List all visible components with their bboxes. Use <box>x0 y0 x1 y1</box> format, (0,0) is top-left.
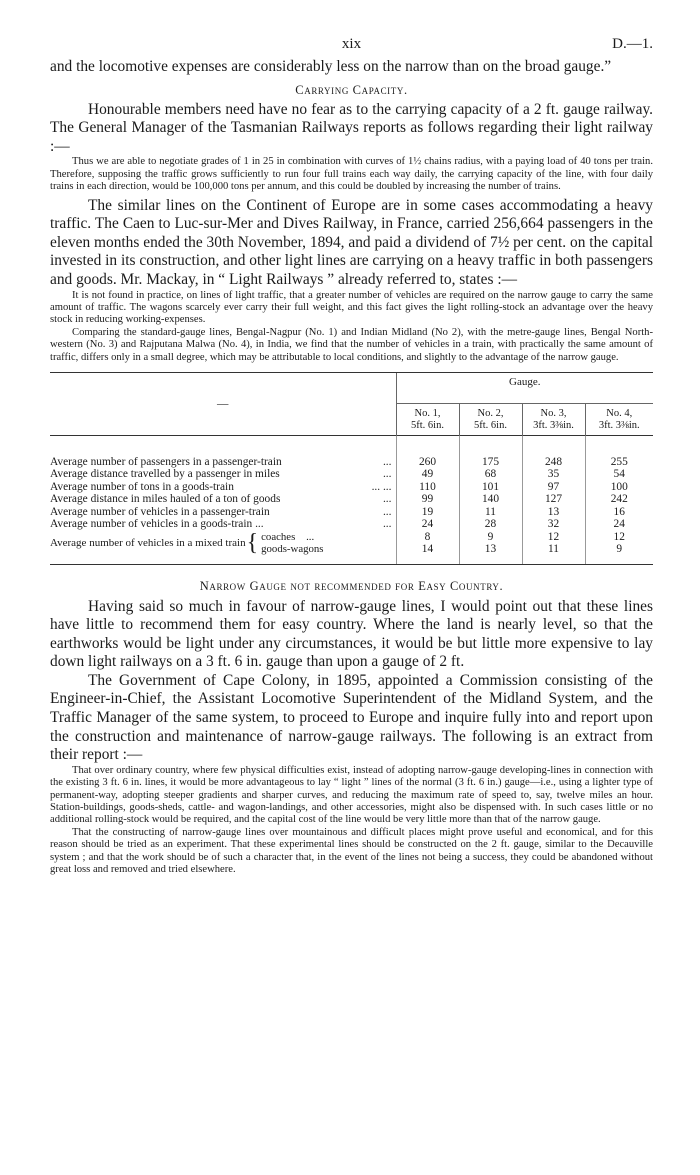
table-row: Average distance in miles hauled of a ton of goods ... 99 140 127 242 <box>50 493 653 506</box>
quote-commission-report-2: That the constructing of narrow-gauge lines over mountainous and difficult places might prove useful and economical, and for this reason should be tried as an experiment. That these experimental lines should be constructed on the 2 ft. gauge, similar to the Decauville system ; and that the work should be of such a character that, in the event of the lines not being a success, they could be abandoned without great loss and removed and tried elsewhere. <box>50 826 653 876</box>
document-code: D.—1. <box>612 36 653 52</box>
gauge-comparison-table <box>50 372 653 565</box>
intro-paragraph: and the locomotive expenses are considerably less on the narrow than on the broad gauge.” <box>50 58 612 75</box>
column-header: No. 1, 5ft. 6in. <box>396 403 459 435</box>
quote-commission-report-1: That over ordinary country, where few physical difficulties exist, instead of adopting narrow-gauge developing-lines in connection with the existing 3 ft. 6 in. lines, it would be more advantageous to lay “ light ” lines of the normal (3 ft. 6 in.) gauge—i.e., using a lighter type of permanent-way, adopting steeper gradients and sharper curves, and reducing the maximum rate of speed to, say, twelve miles an hour. Station-buildings, goods-sheds, cattle- and wagon-landings, and other accessories, might also be dispensed with. In such cases little or no additional rolling-stock would be required, and the capital cost of the line would be very little more than that of the narrow gauge. <box>50 764 653 826</box>
table-row: Average number of passengers in a passenger-train ... 260 175 248 255 <box>50 456 653 469</box>
paragraph-cape-colony: The Government of Cape Colony, in 1895, appointed a Commission consisting of the Engineer-in-Chief, the Assistant Locomotive Superintendent of the Midland System, and the Traffic Manager of the same system, to proceed to Europe and inquire fully into and report upon the construction and maintenance of narrow-gauge railways. The following is an extract from their report :— <box>50 671 653 764</box>
section-heading-narrow-gauge: Narrow Gauge not recommended for Easy Country. <box>199 578 504 593</box>
section-heading-carrying-capacity: Carrying Capacity. <box>295 82 408 97</box>
mixed-train-label: Average number of vehicles in a mixed train <box>50 536 246 549</box>
column-header: No. 2, 5ft. 6in. <box>459 403 522 435</box>
table-row: Average number of vehicles in a passenger-train ... 19 11 13 16 <box>50 506 653 519</box>
table-row: Average distance travelled by a passenger in miles ... 49 68 35 54 <box>50 468 653 481</box>
table-row: Average number of tons in a goods-train ... ... 110 101 97 100 <box>50 481 653 494</box>
quote-light-railways: It is not found in practice, on lines of light traffic, that a greater number of vehicles are required on the narrow gauge to carry the same amount of traffic. The wagons scarcely ever carry their full weight, and this fact gives the light rolling-stock an advantage over the heavy stock in reducing working-expenses. <box>50 289 653 326</box>
table-row: Average number of vehicles in a mixed train { coaches ... goods-wagons 8 14 9 13 12 11 12 9 <box>50 531 653 556</box>
column-header: No. 4, 3ft. 3⅜in. <box>585 403 653 435</box>
mixed-coaches-label: coaches ... <box>261 530 315 543</box>
paragraph-continent-lines: The similar lines on the Continent of Europe are in some cases accommodating a heavy traffic. The Caen to Luc-sur-Mer and Dives Railway, in France, carried 256,664 passengers in the eleven months ended the 30th November, 1894, and paid a dividend of 7½ per cent. on the capital invested in its construction, and other light lines are carrying on a heavy traffic in both passengers and goods. Mr. Mackay, in “ Light Railways ” already referred to, states :— <box>50 196 653 288</box>
table-stub-header: — <box>50 373 396 436</box>
quote-tasmanian-report: Thus we are able to negotiate grades of 1 in 25 in combination with curves of 1½ chains radius, with a paying load of 40 tons per train. Therefore, supposing the traffic grows sufficiently to run four full trains each way daily, the carrying capacity of the line, with four daily trains in each direction, would be 100,000 tons per annum, and this could be doubled by increasing the number of trains. <box>50 156 653 193</box>
document-page <box>50 36 653 877</box>
page-number: xix <box>341 36 362 52</box>
page-header <box>50 36 653 58</box>
paragraph-easy-country: Having said so much in favour of narrow-gauge lines, I would point out that these lines have little to recommend them for easy country. Where the land is nearly level, so that the earthworks would be light under any circumstances, it would be but little more expensive to lay down light railways on a 3 ft. 6 in. gauge than upon a gauge of 2 ft. <box>50 597 653 671</box>
table-row: Average number of vehicles in a goods-train ... ... 24 28 32 24 <box>50 518 653 531</box>
quote-india-comparison: Comparing the standard-gauge lines, Bengal-Nagpur (No. 1) and Indian Midland (No 2), with the metre-gauge lines, Bengal North-western (No. 3) and Rajputana Malwa (No. 4), in India, we find that the number of vehicles in a train, with practically the same amount of traffic, differs only in a small degree, which may be attributable to local conditions, and slightly to the advantage of the narrow gauge. <box>50 326 653 363</box>
paragraph-carrying-capacity: Honourable members need have no fear as to the carrying capacity of a 2 ft. gauge railway. The General Manager of the Tasmanian Railways reports as follows regarding their light railway :— <box>50 100 653 155</box>
mixed-goods-wagons-label: goods-wagons <box>261 543 324 555</box>
column-header: No. 3, 3ft. 3⅜in. <box>522 403 585 435</box>
table-group-header: Gauge. <box>396 373 653 404</box>
